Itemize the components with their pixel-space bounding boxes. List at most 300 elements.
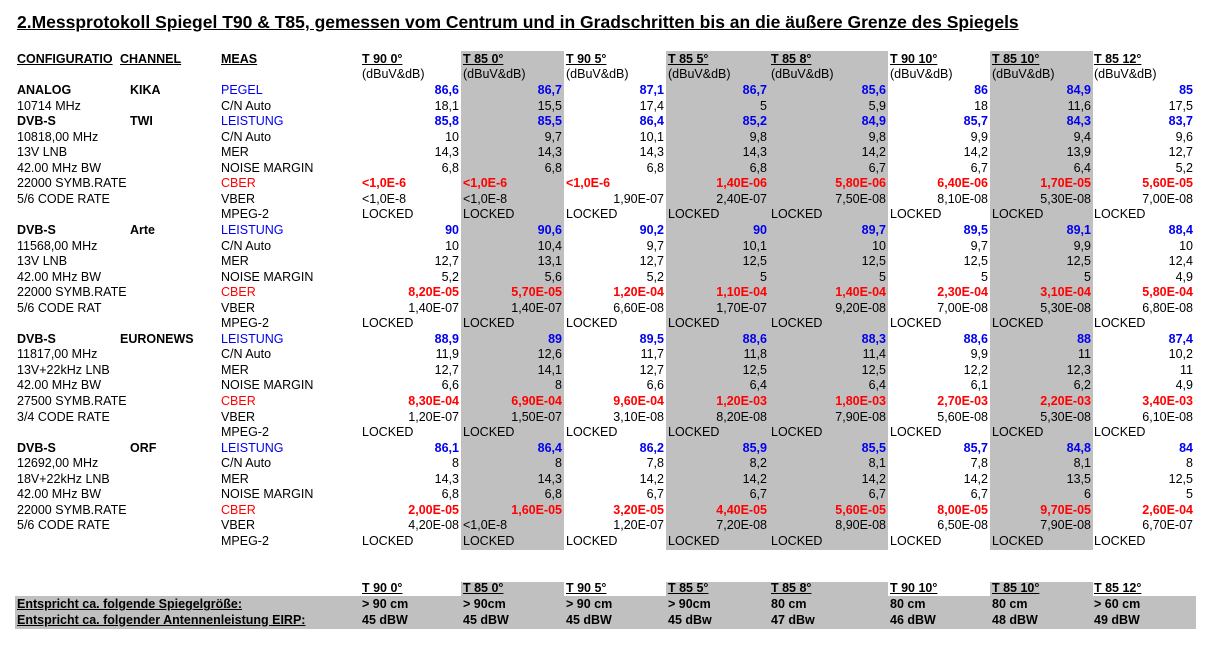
value-cell: 85,9 — [742, 440, 767, 455]
value-cell: 5,2 — [646, 269, 664, 284]
value-cell: 88,6 — [742, 331, 767, 346]
value-cell: 5 — [879, 269, 886, 284]
value-cell: 12,3 — [1066, 362, 1091, 377]
row-meas: PEGEL — [221, 83, 263, 97]
value-cell: 8,90E-08 — [835, 518, 886, 533]
value-cell: LOCKED — [463, 533, 515, 548]
value-cell: 6,6 — [441, 378, 459, 393]
value-cell: 12,7 — [434, 362, 459, 377]
value-cell: 1,20E-04 — [613, 285, 664, 300]
row-config: 11817,00 MHz — [17, 347, 98, 362]
value-cell: 6,70E-07 — [1142, 518, 1193, 533]
column-header: T 85 8° — [771, 52, 812, 66]
row-meas: VBER — [221, 300, 256, 315]
value-cell: 1,10E-04 — [716, 285, 767, 300]
row-meas: LEISTUNG — [221, 440, 284, 455]
column-unit: (dBuV&dB) — [668, 67, 731, 81]
row-meas: MPEG-2 — [221, 425, 269, 440]
value-cell: 9,70E-05 — [1040, 502, 1091, 517]
value-cell: 13,5 — [1066, 471, 1091, 486]
value-cell: 17,4 — [639, 98, 664, 113]
column-unit: (dBuV&dB) — [566, 67, 629, 81]
value-cell: 8,2 — [749, 456, 767, 471]
value-cell: 12,7 — [1168, 145, 1193, 160]
row-channel: ORF — [130, 440, 157, 455]
value-cell: 86 — [974, 83, 988, 97]
summary-value: 47 dBw — [771, 612, 815, 627]
value-cell: 6,7 — [970, 160, 988, 175]
value-cell: 14,3 — [537, 145, 562, 160]
row-config: 3/4 CODE RATE — [17, 409, 110, 424]
value-cell: 6,7 — [970, 487, 988, 502]
value-cell: 4,9 — [1175, 378, 1193, 393]
value-cell: 5 — [760, 269, 767, 284]
value-cell: 14,3 — [639, 145, 664, 160]
value-cell: 86,7 — [742, 83, 767, 97]
value-cell: 12,4 — [1168, 254, 1193, 269]
value-cell: 6,8 — [749, 160, 767, 175]
value-cell: 5,70E-05 — [511, 285, 562, 300]
row-config: DVB-S — [17, 114, 56, 129]
value-cell: 6,7 — [868, 487, 886, 502]
summary-column-header: T 85 0° — [463, 581, 504, 595]
value-cell: 6,8 — [441, 160, 459, 175]
value-cell: 9,7 — [970, 238, 988, 253]
value-cell: 14,3 — [537, 471, 562, 486]
value-cell: 14,2 — [861, 471, 886, 486]
row-meas: VBER — [221, 409, 256, 424]
value-cell: 7,20E-08 — [716, 518, 767, 533]
row-meas: C/N Auto — [221, 347, 272, 362]
value-cell: 84 — [1179, 440, 1193, 455]
summary-row-label: Entspricht ca. folgende Spiegelgröße: — [17, 597, 243, 611]
value-cell: 90 — [753, 222, 767, 237]
row-config: 10714 MHz — [17, 98, 81, 113]
value-cell: 3,10E-04 — [1040, 285, 1091, 300]
value-cell: 9,9 — [1073, 238, 1091, 253]
value-cell: 3,10E-08 — [613, 409, 664, 424]
value-cell: 1,40E-06 — [716, 176, 767, 191]
value-cell: 1,40E-07 — [511, 300, 562, 315]
summary-row-label: Entspricht ca. folgender Antennenleistung EIRP: — [17, 612, 306, 627]
value-cell: 1,80E-03 — [835, 394, 886, 408]
value-cell: 6,6 — [646, 378, 664, 393]
row-config: 27500 SYMB.RATE — [17, 394, 127, 408]
value-cell: LOCKED — [992, 425, 1044, 440]
value-cell: 6,60E-08 — [613, 300, 664, 315]
value-cell: 5,6 — [544, 269, 562, 284]
column-unit: (dBuV&dB) — [992, 67, 1055, 81]
value-cell: 5,60E-05 — [1142, 176, 1193, 191]
row-meas: NOISE MARGIN — [221, 160, 314, 175]
value-cell: 6 — [1084, 487, 1091, 502]
value-cell: 13,9 — [1066, 145, 1091, 160]
row-meas: MPEG-2 — [221, 533, 269, 548]
value-cell: 6,7 — [646, 487, 664, 502]
value-cell: 5 — [760, 98, 767, 113]
value-cell: 12,5 — [963, 254, 988, 269]
value-cell: 88,9 — [434, 331, 459, 346]
summary-column-header: T 85 12° — [1094, 581, 1142, 595]
value-cell: 18,1 — [434, 98, 459, 113]
value-cell: 12,5 — [742, 362, 767, 377]
row-meas: MER — [221, 362, 249, 377]
row-meas: VBER — [221, 518, 256, 533]
summary-value: 80 cm — [992, 597, 1028, 611]
value-cell: 6,8 — [544, 160, 562, 175]
value-cell: 10 — [1179, 238, 1193, 253]
summary-column-header: T 90 5° — [566, 581, 607, 595]
value-cell: 1,70E-07 — [716, 300, 767, 315]
value-cell: 90,6 — [537, 222, 562, 237]
summary-column-header: T 85 8° — [771, 581, 812, 595]
value-cell: 87,4 — [1168, 331, 1193, 346]
value-cell: 2,00E-05 — [408, 502, 459, 517]
value-cell: LOCKED — [668, 207, 720, 222]
value-cell: 11 — [1180, 362, 1193, 377]
value-cell: 8 — [555, 378, 562, 393]
value-cell: 2,30E-04 — [937, 285, 988, 300]
value-cell: LOCKED — [566, 533, 618, 548]
value-cell: 5,80E-04 — [1142, 285, 1193, 300]
value-cell: 11,9 — [435, 347, 459, 362]
value-cell: 11,6 — [1067, 98, 1091, 113]
summary-value: 45 dBW — [566, 612, 612, 627]
value-cell: 85,5 — [861, 440, 886, 455]
value-cell: 5,9 — [868, 98, 886, 113]
row-meas: C/N Auto — [221, 98, 272, 113]
value-cell: LOCKED — [362, 533, 414, 548]
summary-value: 45 dBW — [362, 612, 408, 627]
row-config: 42.00 MHz BW — [17, 378, 102, 393]
value-cell: 2,60E-04 — [1142, 502, 1193, 517]
value-cell: 12,5 — [861, 254, 886, 269]
summary-value: 80 cm — [771, 597, 807, 611]
row-channel: TWI — [130, 114, 153, 129]
row-meas: C/N Auto — [221, 129, 272, 144]
column-unit: (dBuV&dB) — [771, 67, 834, 81]
row-meas: CBER — [221, 176, 256, 191]
row-config: ANALOG — [17, 83, 72, 97]
value-cell: 88,4 — [1168, 222, 1193, 237]
value-cell: 9,7 — [646, 238, 664, 253]
row-config: 13V LNB — [17, 254, 68, 269]
value-cell: 12,5 — [1066, 254, 1091, 269]
row-config: 13V LNB — [17, 145, 68, 160]
row-config: DVB-S — [17, 331, 56, 346]
value-cell: LOCKED — [1094, 425, 1146, 440]
value-cell: 9,9 — [970, 129, 988, 144]
value-cell: 10,4 — [537, 238, 562, 253]
row-meas: LEISTUNG — [221, 222, 284, 237]
value-cell: 10,1 — [742, 238, 767, 253]
value-cell: 14,2 — [963, 471, 988, 486]
value-cell: 1,20E-07 — [408, 409, 459, 424]
column-unit: (dBuV&dB) — [362, 67, 425, 81]
value-cell: 1,60E-05 — [511, 502, 562, 517]
value-cell: 4,9 — [1175, 269, 1193, 284]
row-config: 13V+22kHz LNB — [17, 362, 110, 377]
value-cell: 88,3 — [861, 331, 886, 346]
value-cell: 86,4 — [639, 114, 664, 129]
summary-value: > 90 cm — [566, 597, 613, 611]
value-cell: <1,0E-6 — [362, 176, 407, 191]
value-cell: 85,6 — [861, 83, 886, 97]
column-header: T 90 5° — [566, 52, 607, 66]
value-cell: LOCKED — [566, 425, 618, 440]
value-cell: LOCKED — [566, 207, 618, 222]
value-cell: 12,2 — [963, 362, 988, 377]
value-cell: <1,0E-8 — [463, 518, 508, 533]
value-cell: 12,5 — [1168, 471, 1193, 486]
value-cell: 85,2 — [742, 114, 767, 129]
value-cell: 85 — [1179, 83, 1193, 97]
header-config: CONFIGURATIO — [17, 52, 113, 66]
value-cell: 90 — [445, 222, 459, 237]
value-cell: 5,2 — [441, 269, 459, 284]
row-config: 5/6 CODE RAT — [17, 300, 102, 315]
value-cell: 14,2 — [742, 471, 767, 486]
summary-value: 48 dBW — [992, 612, 1038, 627]
value-cell: 6,50E-08 — [937, 518, 988, 533]
value-cell: 6,8 — [646, 160, 664, 175]
value-cell: 6,40E-06 — [937, 176, 988, 191]
value-cell: 4,40E-05 — [716, 502, 767, 517]
value-cell: 3,20E-05 — [613, 502, 664, 517]
value-cell: 89,7 — [861, 222, 886, 237]
value-cell: 14,2 — [639, 471, 664, 486]
row-meas: MER — [221, 145, 249, 160]
value-cell: LOCKED — [463, 316, 515, 331]
value-cell: 14,2 — [963, 145, 988, 160]
row-config: 22000 SYMB.RATE — [17, 176, 127, 191]
value-cell: <1,0E-6 — [566, 176, 611, 191]
value-cell: 84,8 — [1066, 440, 1091, 455]
value-cell: 7,90E-08 — [835, 409, 886, 424]
value-cell: 2,40E-07 — [716, 191, 767, 206]
row-meas: MPEG-2 — [221, 207, 269, 222]
value-cell: 10,1 — [639, 129, 664, 144]
value-cell: 7,8 — [646, 456, 664, 471]
value-cell: 1,20E-03 — [716, 394, 767, 408]
column-header: T 85 0° — [463, 52, 504, 66]
value-cell: 9,20E-08 — [835, 300, 886, 315]
value-cell: 85,7 — [963, 440, 988, 455]
value-cell: 8,1 — [1073, 456, 1091, 471]
value-cell: <1,0E-6 — [463, 176, 508, 191]
value-cell: 5,60E-05 — [835, 502, 886, 517]
value-cell: 8 — [1186, 456, 1193, 471]
value-cell: 8,1 — [868, 456, 886, 471]
column-unit: (dBuV&dB) — [890, 67, 953, 81]
column-unit: (dBuV&dB) — [1094, 67, 1157, 81]
value-cell: 14,3 — [742, 145, 767, 160]
value-cell: 10,2 — [1168, 347, 1193, 362]
value-cell: 7,90E-08 — [1040, 518, 1091, 533]
value-cell: 5,30E-08 — [1040, 191, 1091, 206]
value-cell: LOCKED — [890, 425, 942, 440]
value-cell: LOCKED — [890, 533, 942, 548]
value-cell: 11 — [1078, 347, 1091, 362]
value-cell: 9,8 — [749, 129, 767, 144]
value-cell: LOCKED — [668, 425, 720, 440]
value-cell: 1,40E-07 — [408, 300, 459, 315]
value-cell: 6,1 — [970, 378, 988, 393]
value-cell: 11,4 — [862, 347, 886, 362]
value-cell: 7,8 — [970, 456, 988, 471]
value-cell: LOCKED — [463, 425, 515, 440]
value-cell: 86,1 — [434, 440, 459, 455]
header-channel: CHANNEL — [120, 52, 182, 66]
row-meas: LEISTUNG — [221, 331, 284, 346]
value-cell: 84,9 — [861, 114, 886, 129]
value-cell: 88,6 — [963, 331, 988, 346]
row-config: DVB-S — [17, 222, 56, 237]
row-meas: VBER — [221, 191, 256, 206]
summary-value: > 90cm — [463, 597, 506, 611]
value-cell: LOCKED — [771, 425, 823, 440]
value-cell: LOCKED — [362, 316, 414, 331]
row-config: 11568,00 MHz — [17, 238, 98, 253]
row-meas: LEISTUNG — [221, 114, 284, 129]
row-meas: MER — [221, 254, 249, 269]
value-cell: 10 — [445, 238, 459, 253]
value-cell: 6,80E-08 — [1142, 300, 1193, 315]
summary-value: 45 dBw — [668, 612, 712, 627]
row-channel: KIKA — [130, 83, 161, 97]
row-meas: C/N Auto — [221, 456, 272, 471]
value-cell: 1,20E-07 — [613, 518, 664, 533]
value-cell: 7,00E-08 — [1142, 191, 1193, 206]
value-cell: 86,4 — [537, 440, 562, 455]
row-config: 42.00 MHz BW — [17, 160, 102, 175]
row-config: 5/6 CODE RATE — [17, 191, 110, 206]
value-cell: 6,10E-08 — [1142, 409, 1193, 424]
row-config: 42.00 MHz BW — [17, 487, 102, 502]
value-cell: 2,70E-03 — [937, 394, 988, 408]
value-cell: LOCKED — [890, 316, 942, 331]
value-cell: 89,5 — [963, 222, 988, 237]
summary-value: 46 dBW — [890, 612, 936, 627]
value-cell: 12,7 — [639, 254, 664, 269]
value-cell: 90,2 — [639, 222, 664, 237]
row-meas: NOISE MARGIN — [221, 378, 314, 393]
value-cell: LOCKED — [566, 316, 618, 331]
row-config: 10818,00 MHz — [17, 129, 99, 144]
column-unit: (dBuV&dB) — [463, 67, 526, 81]
summary-value: > 90cm — [668, 597, 711, 611]
value-cell: 1,90E-07 — [613, 191, 664, 206]
row-meas: NOISE MARGIN — [221, 269, 314, 284]
value-cell: 12,6 — [537, 347, 562, 362]
value-cell: 12,7 — [434, 254, 459, 269]
summary-value: > 60 cm — [1094, 597, 1141, 611]
value-cell: 8 — [555, 456, 562, 471]
row-meas: CBER — [221, 394, 256, 408]
value-cell: 9,4 — [1073, 129, 1091, 144]
value-cell: 5 — [981, 269, 988, 284]
value-cell: 6,7 — [749, 487, 767, 502]
value-cell: 1,70E-05 — [1040, 176, 1091, 191]
value-cell: 89,5 — [639, 331, 664, 346]
value-cell: 6,4 — [1073, 160, 1091, 175]
value-cell: 84,3 — [1066, 114, 1091, 129]
value-cell: 6,8 — [441, 487, 459, 502]
value-cell: 14,1 — [537, 362, 562, 377]
value-cell: 11,7 — [640, 347, 664, 362]
value-cell: 86,2 — [639, 440, 664, 455]
row-config: DVB-S — [17, 440, 56, 455]
value-cell: 6,90E-04 — [511, 394, 562, 408]
value-cell: 14,3 — [434, 145, 459, 160]
value-cell: 5,2 — [1175, 160, 1193, 175]
row-meas: CBER — [221, 285, 256, 300]
value-cell: LOCKED — [771, 316, 823, 331]
value-cell: 85,7 — [963, 114, 988, 129]
value-cell: 18 — [974, 98, 988, 113]
row-config: 22000 SYMB.RATE — [17, 285, 127, 300]
summary-column-header: T 90 0° — [362, 581, 403, 595]
value-cell: 5,30E-08 — [1040, 300, 1091, 315]
value-cell: LOCKED — [1094, 316, 1146, 331]
value-cell: LOCKED — [1094, 207, 1146, 222]
row-channel: EURONEWS — [120, 331, 194, 346]
column-header: T 85 12° — [1094, 52, 1142, 66]
value-cell: 8,30E-04 — [408, 394, 459, 408]
value-cell: 9,8 — [868, 129, 886, 144]
value-cell: 9,7 — [544, 129, 562, 144]
value-cell: 9,6 — [1175, 129, 1193, 144]
value-cell: 15,5 — [537, 98, 562, 113]
value-cell: 6,2 — [1073, 378, 1091, 393]
value-cell: 5,30E-08 — [1040, 409, 1091, 424]
value-cell: 9,60E-04 — [613, 394, 664, 408]
value-cell: 17,5 — [1168, 98, 1193, 113]
row-config: 22000 SYMB.RATE — [17, 502, 127, 517]
value-cell: 89,1 — [1066, 222, 1091, 237]
value-cell: 3,40E-03 — [1142, 394, 1193, 408]
value-cell: 10 — [872, 238, 886, 253]
value-cell: 86,6 — [434, 83, 459, 97]
value-cell: LOCKED — [362, 207, 414, 222]
value-cell: 85,5 — [537, 114, 562, 129]
value-cell: 5,60E-08 — [937, 409, 988, 424]
value-cell: LOCKED — [771, 533, 823, 548]
column-header: T 85 10° — [992, 52, 1040, 66]
value-cell: LOCKED — [890, 207, 942, 222]
value-cell: 88 — [1077, 331, 1091, 346]
column-header: T 90 10° — [890, 52, 938, 66]
value-cell: 12,5 — [742, 254, 767, 269]
value-cell: LOCKED — [992, 207, 1044, 222]
row-meas: MER — [221, 471, 249, 486]
value-cell: <1,0E-8 — [362, 191, 407, 206]
value-cell: LOCKED — [771, 207, 823, 222]
value-cell: 6,8 — [544, 487, 562, 502]
row-channel: Arte — [130, 222, 156, 237]
value-cell: 13,1 — [537, 254, 562, 269]
value-cell: 1,50E-07 — [511, 409, 562, 424]
summary-column-header: T 90 10° — [890, 581, 938, 595]
value-cell: 87,1 — [639, 83, 664, 97]
value-cell: 86,7 — [537, 83, 562, 97]
row-config: 18V+22kHz LNB — [17, 471, 110, 486]
value-cell: 8 — [452, 456, 459, 471]
value-cell: 6,4 — [868, 378, 886, 393]
row-meas: NOISE MARGIN — [221, 487, 314, 502]
value-cell: 11,8 — [743, 347, 767, 362]
header-meas: MEAS — [221, 52, 258, 66]
